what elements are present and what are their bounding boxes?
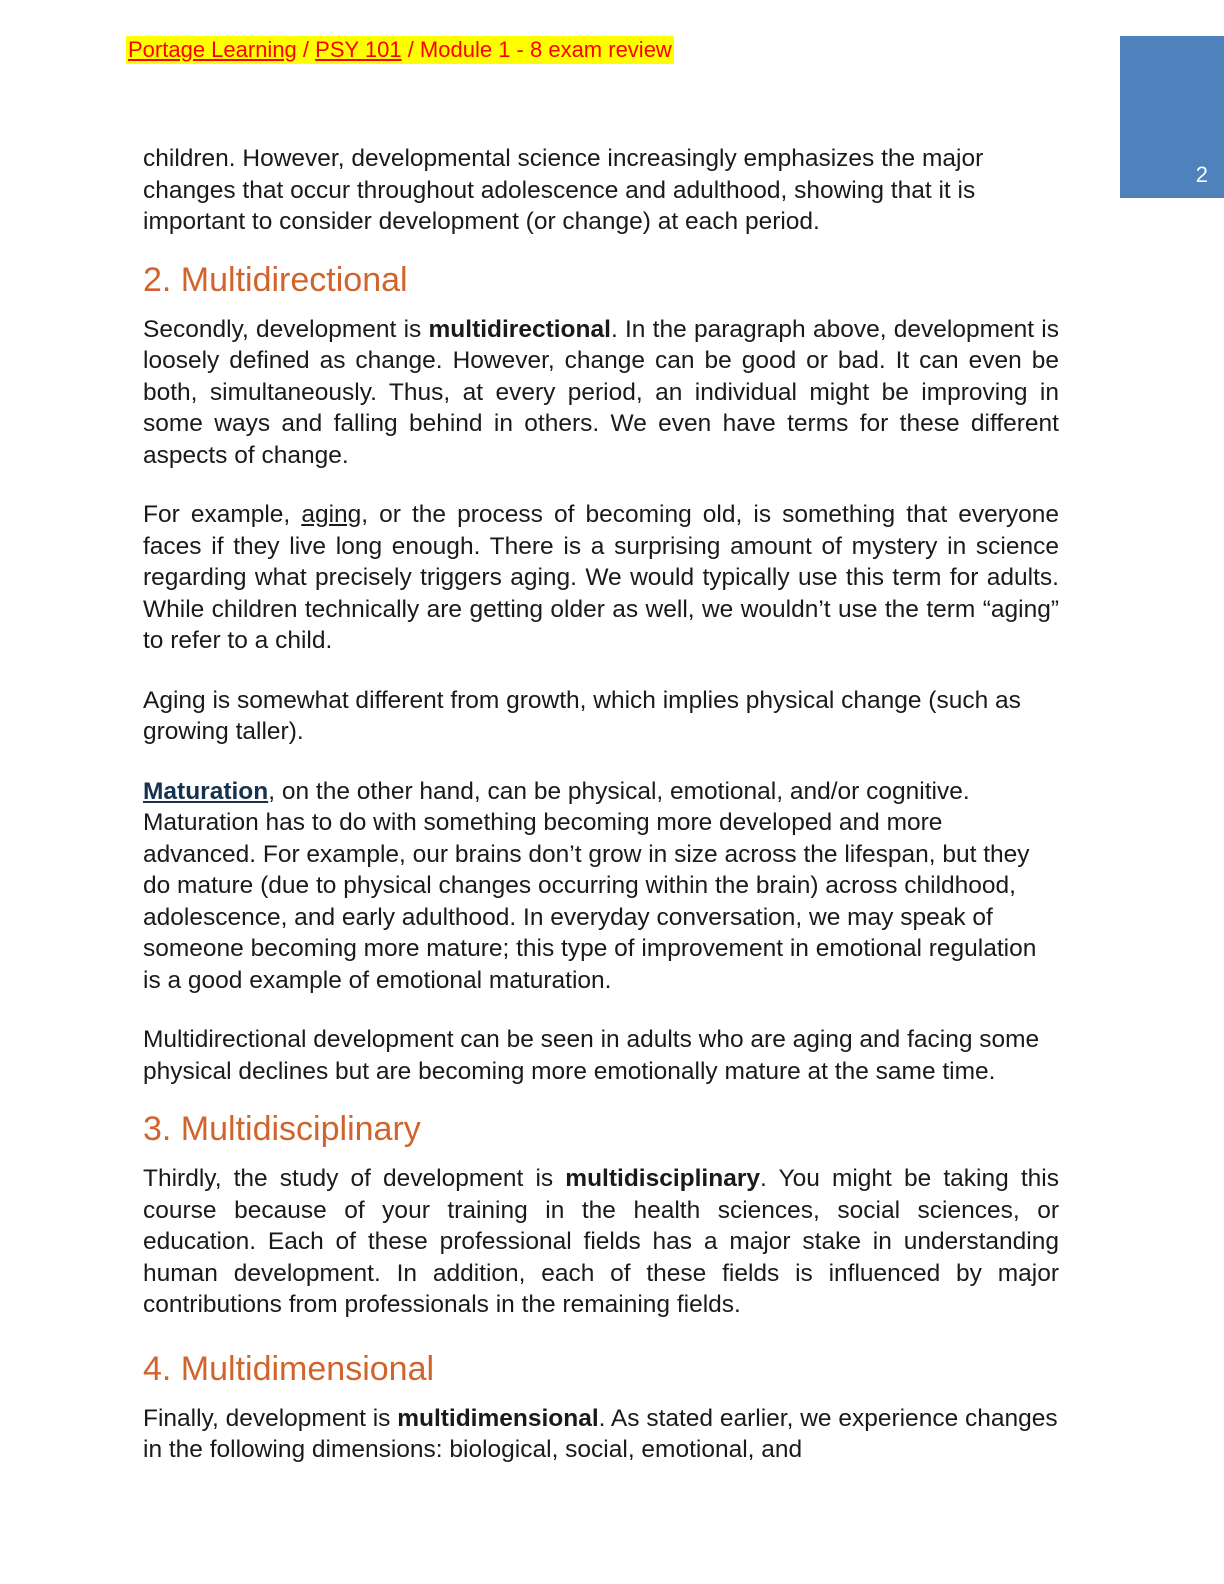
paragraph-growth: Aging is somewhat different from growth, which implies physical change (such as growing taller).	[143, 686, 1021, 745]
breadcrumb-link-portage-learning[interactable]: Portage Learning	[128, 37, 297, 62]
breadcrumb-link-psy-101[interactable]: PSY 101	[315, 37, 402, 62]
term-multidisciplinary: multidisciplinary	[565, 1165, 760, 1192]
page-number-tab	[1120, 36, 1224, 198]
breadcrumb	[126, 36, 674, 64]
term-maturation: Maturation	[143, 777, 269, 805]
paragraph-multidirectional-definition: Secondly, development is multidirectional. In the paragraph above, development is loosely defined as change. However, change can be good or bad. It can even be both, simultaneously. Thus, at every period, an individual might be improving in some ways and falling behind in others. We even have terms for these different aspects of change.	[143, 315, 1059, 469]
section-heading-multidirectional: 2. Multidirectional	[143, 260, 408, 299]
breadcrumb-current: / Module 1 - 8 exam review	[401, 37, 672, 62]
paragraph-multidisciplinary: Thirdly, the study of development is multidisciplinary. You might be taking this course because of your training in the health sciences, social sciences, or education. Each of these professional fields has a major stake in understanding human development. In addition, each of these fields is influenced by major contributions from professionals in the remaining fields.	[143, 1165, 1059, 1318]
paragraph-maturation: Maturation, on the other hand, can be physical, emotional, and/or cognitive. Maturation has to do with something becoming more developed and more advanced. For example, our brains don’t grow in size across the lifespan, but they do mature (due to physical changes occurring within the brain) across childhood, adolescence, and early adulthood. In everyday conversation, we may speak of someone becoming more mature; this type of improvement in emotional regulation is a good example of emotional maturation.	[143, 777, 1037, 994]
term-aging: aging	[301, 501, 362, 528]
term-multidirectional: multidirectional	[428, 315, 611, 343]
section-heading-multidimensional: 4. Multidimensional	[143, 1349, 435, 1388]
intro-paragraph: children. However, developmental science increasingly emphasizes the major changes that occur throughout adolescence and adulthood, showing that it is important to consider development (or change) at each period.	[143, 145, 984, 235]
section-heading-multidisciplinary: 3. Multidisciplinary	[143, 1110, 421, 1148]
term-multidimensional: multidimensional	[397, 1404, 599, 1432]
paragraph-aging: For example, aging, or the process of becoming old, is something that everyone faces if they live long enough. There is a surprising amount of mystery in science regarding what precisely triggers aging. We would typically use this term for adults. While children technically are getting older as well, we wouldn’t use the term “aging” to refer to a child.	[143, 501, 1059, 654]
paragraph-multidirectional-example: Multidirectional development can be seen in adults who are aging and facing some physical declines but are becoming more emotionally mature at the same time.	[143, 1026, 1040, 1085]
document-body	[143, 143, 1059, 1494]
page-number: 2	[1195, 162, 1208, 187]
breadcrumb-separator: /	[296, 37, 316, 62]
paragraph-multidimensional: Finally, development is multidimensional. As stated earlier, we experience changes in the following dimensions: biological, social, emotional, and	[143, 1404, 1058, 1463]
